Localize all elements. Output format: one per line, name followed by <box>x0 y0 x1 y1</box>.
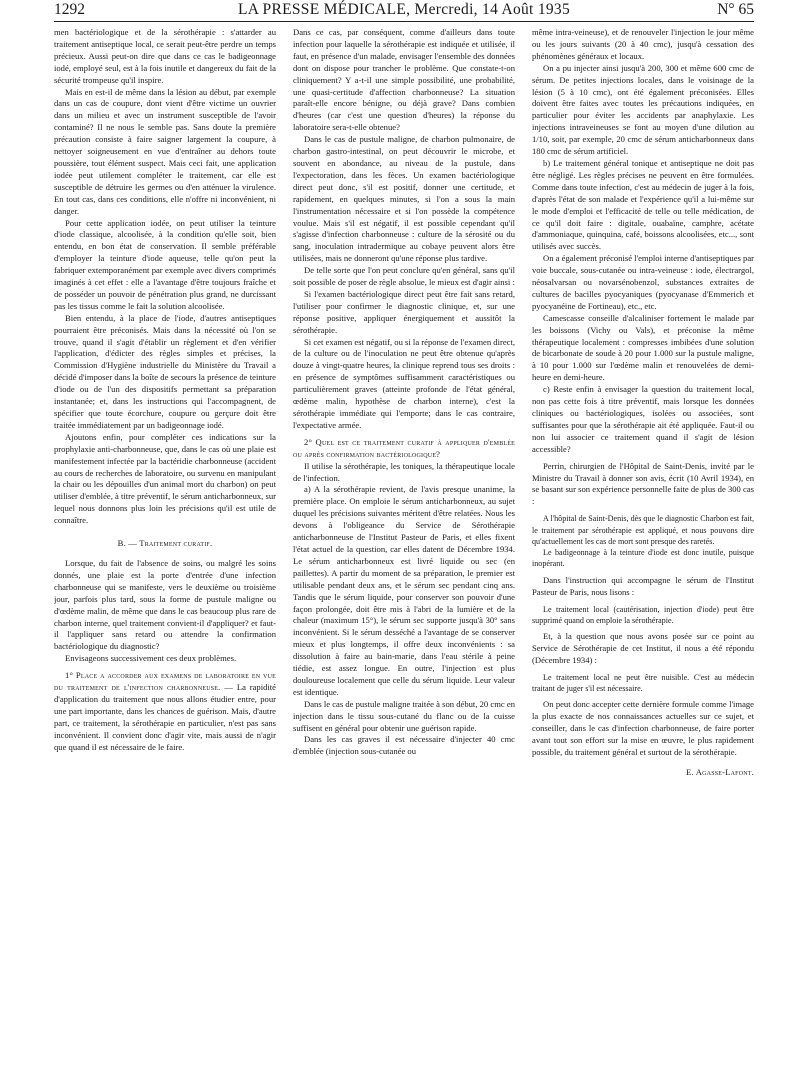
page-number: 1292 <box>54 1 85 18</box>
paragraph: Pour cette application iodée, on peut utiliser la teinture d'iode classique, alcoolisée, à la condition qu'elle soit, bien entendu, en bon état de conservation. Il semble préférable d'employer la teinture d'iode aqueuse, telle qu'on peut la fabriquer extemporanément par exemple avec divers comprimés imaginés à cet effet : elle a l'avantage d'être toujours fraîche et de posséder un pouvoir de pénétration plus grand, ne durcissant pas les tissus comme le fait la solution alcoolisée. <box>54 217 276 311</box>
paragraph: a) A la sérothérapie revient, de l'avis presque unanime, la première place. On emploie le sérum anticharbonneux, au sujet duquel les précisions suivantes méritent d'être relatées. Nous les devons à l'obligeance du Service de Sérothérapie anticharbonneuse de l'Institut Pasteur de Paris, et elles fixent l'état actuel de la question, car elles datent de Décembre 1934. Le sérum anticharbonneux est livré liquide ou sec (en paillettes). A partir du moment de sa préparation, le premier est utilisable pendant deux ans, et le sérum sec pendant cinq ans. Tandis que le sérum liquide, pour conserver son pouvoir d'une façon prolongée, doit être mis à l'abri de la lumière et de la chaleur (maximum 15°), le sérum sec supporte jusqu'à 30° sans inconvénient. Si le sérum desséché a l'avantage de se conserver mieux et plus longtemps, il offre deux inconvénients : sa dissolution à faire au bain-marie, dans l'eau stérile à peine tiédie, est assez longue. En outre, l'injection est plus douloureuse localement que celle du sérum liquide. Leur valeur est identique. <box>293 484 515 697</box>
quote: Le traitement local (cautérisation, injection d'iode) peut être supprimé quand on emploie la sérothérapie. <box>532 604 754 625</box>
paragraph: Lorsque, du fait de l'absence de soins, ou malgré les soins donnés, une plaie est la porte d'entrée d'une infection charbonneuse qui se manifeste, vers le deuxième ou troisième jour, parfois plus tard, sous la forme de pustule maligne ou d'œdème malin, de même que dans le cas beaucoup plus rare de charbon interne, quel traitement convient-il d'appliquer? et faut-il l'appliquer sans retard ou attendre la confirmation bactériologique du diagnostic? <box>54 557 276 652</box>
journal-title: LA PRESSE MÉDICALE, Mercredi, 14 Août 1935 <box>237 1 571 18</box>
paragraph: Si l'examen bactériologique direct peut être fait sans retard, l'utiliser pour confirmer le diagnostic clinique, et, sur une réponse positive, appliquer énergiquement et aussitôt la sérothérapie. <box>293 288 515 335</box>
quote: Le badigeonnage à la teinture d'iode est donc inutile, puisque inopérant. <box>532 548 754 569</box>
paragraph: Bien entendu, à la place de l'iode, d'autres antiseptiques pourraient être préconisés. Mais dans la nécessité où l'on se trouve, quand il s'agit d'établir un règlement et d'en vérifier l'application, d'édicter des règles simples et précises, la Commission d'Hygiène industrielle du Ministère du Travail a décidé d'imposer dans la boîte de secours la présence de teinture d'iode ou de l'un des dispositifs permettant sa préparation instantanée; et, dans les instructions qui l'accompagnent, de spécifier que toute écorchure, coupure ou gerçure doit être traitée immédiatement par un badigeonnage iodé. <box>54 312 276 430</box>
paragraph: Dans le cas de pustule maligne traitée à son début, 20 cmc en injection dans le tissu sous-cutané du flanc ou de la cuisse suffisent en général pour obtenir une guérison rapide. <box>293 698 515 733</box>
issue-number: N° 65 <box>717 1 754 18</box>
paragraph: c) Reste enfin à envisager la question du traitement local, non pas cette fois à titre préventif, mais lorsque les données cliniques ou bactériologiques, isolées ou associées, sont suffisantes pour que la sérothérapie ait été appliquée. Faut-il ou non lui associer ce traitement quand il s'agit de lésion accessible? <box>532 384 754 454</box>
paragraph: De telle sorte que l'on peut conclure qu'en général, sans qu'il soit possible de poser de règle absolue, le mieux est d'agir ainsi : <box>293 265 515 288</box>
paragraph: On a également préconisé l'emploi interne d'antiseptiques par voie buccale, sous-cutanée ou intra-veineuse : iode, électrargol, néosalvarsan ou novarsénobenzol, substances extraites de cultures de bacilles pyocyaniques (pyocyanase d'Emmerich et pyocyanéine de Fortineau), etc., etc. <box>532 253 754 311</box>
paragraph: b) Le traitement général tonique et antiseptique ne doit pas être négligé. Les règles précises ne peuvent en être formulées. Comme dans toute infection, c'est au médecin de juger à la fois, d'après l'état de son malade et l'expérience qu'il a lui-même sur le mode d'emploi et l'efficacité de telle ou telle médication, de ce qu'il doit faire : digitale, ouabaïne, camphre, acétate d'ammoniaque, quinquina, café, boissons alcoolisées, etc..., sont utilisés avec succès. <box>532 157 754 252</box>
quote: Le traitement local ne peut être nuisible. C'est au médecin traitant de juger s'il est nécessaire. <box>532 672 754 694</box>
paragraph: Dans les cas graves il est nécessaire d'injecter 40 cmc d'emblée (injection sous-cutanée ou <box>293 734 515 757</box>
paragraph: Perrin, chirurgien de l'Hôpital de Saint-Denis, invité par le Ministre du Travail à donner son avis, écrit (10 Avril 1934), en se basant sur son expérience personnelle faite de plus de 300 cas : <box>532 460 754 507</box>
paragraph: même intra-veineuse), et de renouveler l'injection le jour même ou les jours suivants (20 à 40 cmc), jusqu'à cessation des phénomènes généraux et locaux. <box>532 27 754 61</box>
author-signature: E. Agasse-Lafont. <box>686 766 754 777</box>
paragraph: Dans ce cas, par conséquent, comme d'ailleurs dans toute infection pour laquelle la sérothérapie est indiquée et utilisée, il faut, en présence d'un malade, envisager l'ensemble des données dont on dispose pour trancher le problème. Que constate-t-on cliniquement? Y a-t-il une simple possibilité, une probabilité, une quasi-certitude d'affection charbonneuse? La situation paraît-elle encore bénigne, ou déjà grave? Dans combien d'heures (car c'est une question d'heures) la réponse du laboratoire sera-t-elle obtenue? <box>293 27 515 133</box>
paragraph: men bactériologique et de la sérothérapie : s'attarder au traitement antiseptique local, ce serait peut-être perdre un temps précieux. Aussi peut-on dire que dans ce cas le badigeonnage iodé, employé seul, est à la fois inutile et dangereux du fait de la sécurité trompeuse qu'il inspire. <box>54 27 276 85</box>
column-3 <box>532 27 754 1077</box>
paragraph: On peut donc accepter cette dernière formule comme l'image la plus exacte de nos connaissances actuelles sur ce sujet, et conseiller, dans le cas d'infection charbonneuse, de faire porter avant tout son effort sur la mise en œuvre, le plus rapidement possible, du traitement général et surtout de la sérothérapie. <box>532 699 754 758</box>
subsection-heading: 1° Place a accorder aux examens de laboratoire en vue du traitement de l'infection charbonneuse. <box>54 670 276 693</box>
paragraph: Ajoutons enfin, pour compléter ces indications sur la prophylaxie anti-charbonneuse, que, dans le cas où une plaie est manifestement infectée par la bactéridie charbonneuse (accident au cours de recherches de laboratoire, ou survenu en manipulant la chair ou les dépouilles d'un animal mort du charbon) on peut utiliser d'emblée, à titre préventif, le sérum anticharbonneux, sur lequel nous donnons plus loin les précisions qu'il est utile de connaître. <box>54 431 276 526</box>
paragraph: Mais en est-il de même dans la lésion au début, par exemple dans un cas de coupure, dont vient d'être victime un ouvrier dans un milieu et avec un instrument susceptible de l'avoir contaminé? Il ne nous le semble pas. Sans doute la première précaution consiste à faire saigner largement la coupure, à nettoyer soigneusement en vue d'entraîner au dehors toute poussière, tout élément suspect. Mais ceci fait, une application iodée peut utilement compléter le traitement, car elle est susceptible de détruire les germes ou d'en atténuer la virulence. En tout cas, dans ces conditions, elle n'offre ni inconvénient, ni danger. <box>54 86 276 216</box>
paragraph: Il utilise la sérothérapie, les toniques, la thérapeutique locale de l'infection. <box>293 460 515 483</box>
page-header <box>54 0 754 20</box>
paragraph: Et, à la question que nous avons posée sur ce point au Service de Sérothérapie de cet Institut, il nous a été répondu (Décembre 1934) : <box>532 631 754 665</box>
column-2 <box>293 27 515 1077</box>
paragraph: — La rapidité d'application du traitement que nous allons étudier entre, pour une part importante, dans les chances de guérison. Mais, d'autre part, ce traitement, la sérothérapie en particulier, n'est pas sans inconvénient. Il convient donc d'agir vite, mais aussi de n'agir que quand il est nécessaire de le faire. <box>54 682 276 752</box>
paragraph: Camescasse conseille d'alcaliniser fortement le malade par les boissons (Vichy ou Vals), et préconise la même thérapeutique localement : compresses imbibées d'une solution de bicarbonate de soude à 20 pour 1.000 sur la pustule maligne, à 10 pour 1.000 sur l'œdème malin et renouvelées de demi-heure en demi-heure. <box>532 312 754 383</box>
paragraph: Envisageons successivement ces deux problèmes. <box>65 653 237 664</box>
section-heading: B. — Traitement curatif. <box>117 538 213 549</box>
paragraph: Dans l'instruction qui accompagne le sérum de l'Institut Pasteur de Paris, nous lisons : <box>532 574 754 597</box>
paragraph: Si cet examen est négatif, ou si la réponse de l'examen direct, de la culture ou de l'inoculation ne peut être obtenue qu'après douze à vingt-quatre heures, la clinique reprend tous ses droits : en présence de symptômes suffisamment caractéristiques ou particulièrement graves (atteinte profonde de l'état général, œdème malin, hypothèse de charbon interne), c'est la sérothérapie immédiate qui l'emporte; dans le cas contraire, l'expectative armée. <box>293 336 515 430</box>
subsection-heading: 2° Quel est ce traitement curatif à appliquer d'emblée ou après confirmation bactériologique? <box>293 436 515 459</box>
quote: A l'hôpital de Saint-Denis, dès que le diagnostic Charbon est fait, le traitement par sérothérapie est appliqué, et nous pouvons dire qu'actuellement les cas de mort sont presque des raretés. <box>532 514 754 546</box>
header-rule <box>54 21 754 22</box>
column-1 <box>54 27 276 1077</box>
paragraph: Dans le cas de pustule maligne, de charbon pulmonaire, de charbon gastro-intestinal, on peut découvrir le microbe, et souvent en abondance, au niveau de la pustule, dans l'expectoration, dans les fèces. Un examen bactériologique direct peut donc, s'il est positif, donner une certitude, et rapidement, en quelques minutes, si l'on a sous la main l'instrumentation nécessaire et si l'on possède la compétence voulue. Mais s'il est négatif, il est possible cependant qu'il s'agisse d'infection charbonneuse : culture de la sérosité ou du sang, inoculation intradermique au cobaye peuvent alors être utilisées, mais ne donneront qu'une réponse plus tardive. <box>293 134 515 264</box>
paragraph: On a pu injecter ainsi jusqu'à 200, 300 et même 600 cmc de sérum. De petites injections locales, dans le voisinage de la lésion (5 à 10 cmc), ont été également préconisées. Elles doivent être faites avec toutes les précautions indiquées, en particulier pour éviter les accidents par anaphylaxie. Les injections intraveineuses se font au moyen d'une dilution au 1/10, soit, par exemple, 20 cmc de sérum anticharbonneux dans 180 cmc de sérum artificiel. <box>532 62 754 157</box>
